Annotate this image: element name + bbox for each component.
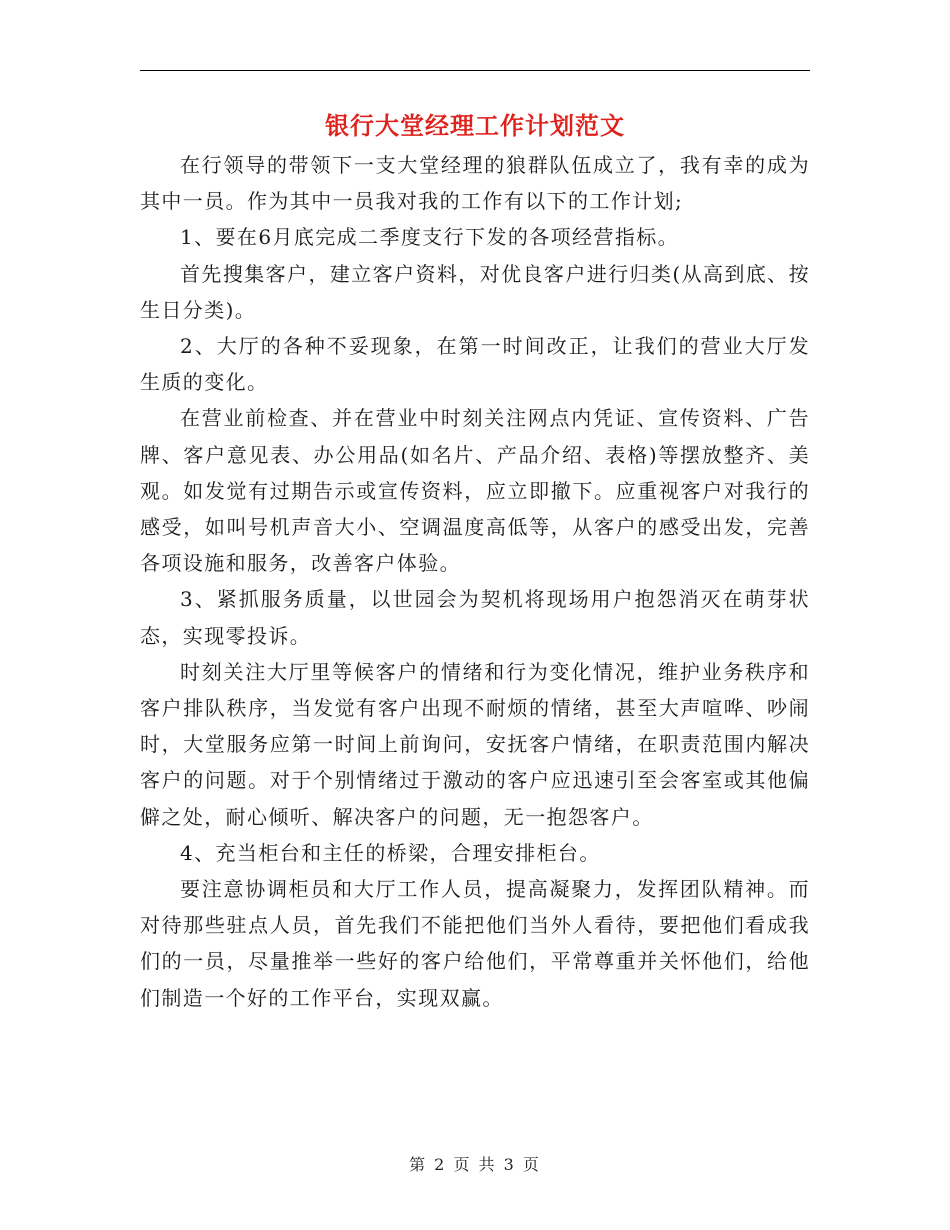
paragraph-item-4: 4、充当柜台和主任的桥梁，合理安排柜台。 (180, 840, 601, 865)
header-rule (140, 70, 810, 71)
paragraph-item-2-detail: 在营业前检查、并在营业中时刻关注网点内凭证、宣传资料、广告牌、客户意见表、办公用品(如名片、产品介绍、表格)等摆放整齐、美观。如发觉有过期告示或宣传资料，应立即撤下。应重视客户对我行的感受，如叫号机声音大小、空调温度高低等，从客户的感受出发，完善各项设施和服务，改善客户体验。 (140, 406, 810, 576)
paragraph-intro: 在行领导的带领下一支大堂经理的狼群队伍成立了，我有幸的成为其中一员。作为其中一员我对我的工作有以下的工作计划; (140, 153, 810, 214)
document-title: 银行大堂经理工作计划范文 (325, 111, 625, 140)
paragraph-item-2: 2、大厅的各种不妥现象，在第一时间改正，让我们的营业大厅发生质的变化。 (140, 334, 810, 395)
paragraph-item-1: 1、要在6月底完成二季度支行下发的各项经营指标。 (180, 225, 680, 250)
paragraph-item-3-detail: 时刻关注大厅里等候客户的情绪和行为变化情况，维护业务秩序和客户排队秩序，当发觉有客户出现不耐烦的情绪，甚至大声喧哗、吵闹时，大堂服务应第一时间上前询问，安抚客户情绪，在职责范围内解决客户的问题。对于个别情绪过于激动的客户应迅速引至会客室或其他偏僻之处，耐心倾听、解决客户的问题，无一抱怨客户。 (140, 659, 810, 829)
paragraph-item-4-detail: 要注意协调柜员和大厅工作人员，提高凝聚力，发挥团队精神。而对待那些驻点人员，首先我们不能把他们当外人看待，要把他们看成我们的一员，尽量推举一些好的客户给他们，平常尊重并关怀他们，给他们制造一个好的工作平台，实现双赢。 (140, 877, 810, 1010)
paragraph-item-3: 3、紧抓服务质量，以世园会为契机将现场用户抱怨消灭在萌芽状态，实现零投诉。 (140, 587, 810, 648)
page-number: 第 2 页 共 3 页 (409, 1155, 541, 1174)
paragraph-item-1-detail: 首先搜集客户，建立客户资料，对优良客户进行归类(从高到底、按生日分类)。 (140, 261, 810, 322)
document-body (140, 147, 810, 1016)
